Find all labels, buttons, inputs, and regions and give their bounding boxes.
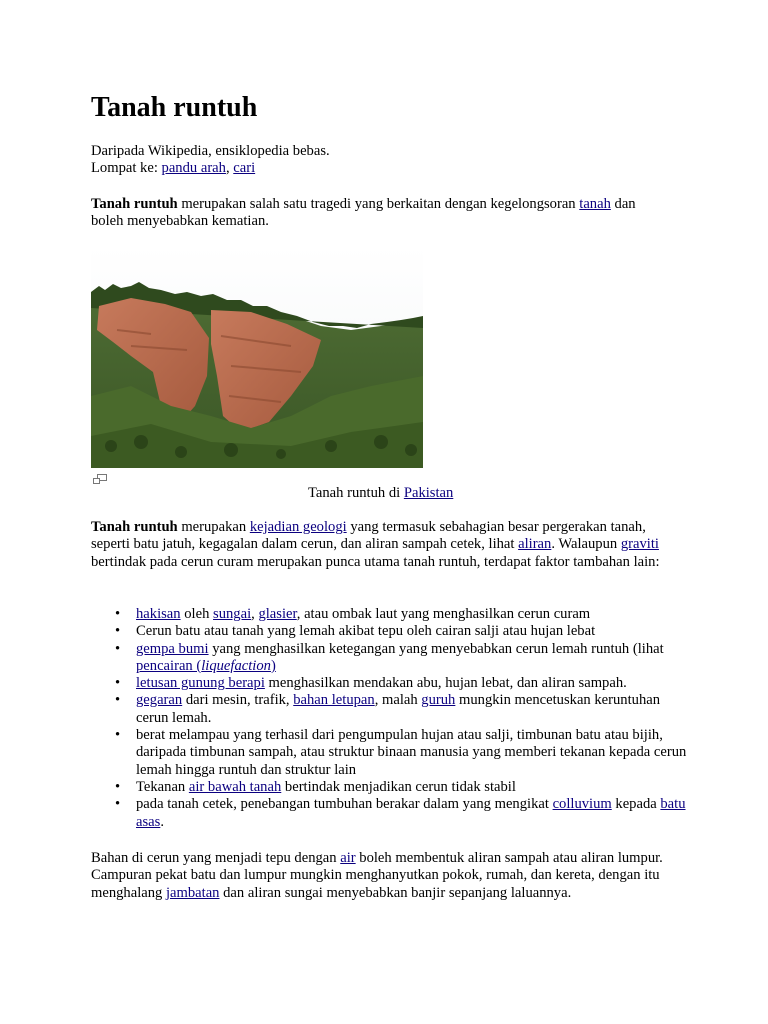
- figure-caption: Tanah runtuh di Pakistan: [308, 485, 454, 501]
- link-aliran[interactable]: aliran: [518, 536, 552, 553]
- link-glasier[interactable]: glasier: [258, 606, 297, 622]
- jump-label: Lompat ke:: [91, 160, 158, 177]
- list-item: • Tekanan air bawah tanah bertindak menjadikan cerun tidak stabil: [136, 779, 691, 796]
- list-item: • hakisan oleh sungai, glasier, atau ombak laut yang menghasilkan cerun curam: [136, 606, 691, 623]
- intro-paragraph: Tanah runtuh merupakan salah satu tragedi yang berkaitan dengan kegelongsoran tanah dan boleh menyebabkan kematian.: [91, 196, 636, 230]
- list-item: • berat melampau yang terhasil dari pengumpulan hujan atau salji, timbunan batu atau bijih, daripada timbunan sampah, atau struktur binaan manusia yang memberi tekanan kepada cerun lemah hingga runtuh dan struktur lain: [136, 727, 691, 779]
- link-tanah[interactable]: tanah: [579, 196, 611, 212]
- jump-navigation-link[interactable]: pandu arah: [161, 160, 226, 177]
- link-pencairan[interactable]: pencairan (liquefaction): [136, 657, 276, 674]
- subtitle-block: [91, 143, 691, 178]
- list-item: • Cerun batu atau tanah yang lemah akibat tepu oleh cairan salji atau hujan lebat: [136, 623, 691, 640]
- link-graviti[interactable]: graviti: [620, 536, 659, 553]
- page-title: Tanah runtuh: [91, 92, 258, 123]
- jump-search-link[interactable]: cari: [233, 160, 256, 177]
- debris-flow-paragraph: Bahan di cerun yang menjadi tepu dengan air boleh membentuk aliran sampah atau aliran lumpur. Campuran pekat batu dan lumpur mungkin menghanyutkan pokok, rumah, dan kereta, dengan itu menghalang jambatan dan aliran sungai menyebabkan banjir sepanjang laluannya.: [91, 850, 663, 901]
- jump-to: Lompat ke: pandu arah, cari: [91, 160, 256, 177]
- intro-bold-term: Tanah runtuh: [91, 196, 178, 212]
- definition-paragraph: Tanah runtuh merupakan kejadian geologi yang termasuk sebahagian besar pergerakan tanah, seperti batu jatuh, kegagalan dalam cerun, dan aliran sampah cetek, lihat aliran. Walaupun graviti bertindak pada cerun curam merupakan punca utama tanah runtuh, terdapat faktor tambahan lain:: [91, 519, 660, 570]
- list-item: • gempa bumi yang menghasilkan ketegangan yang menyebabkan cerun lemah runtuh (lihat pencairan (liquefaction): [136, 641, 691, 676]
- landslide-photo[interactable]: [91, 246, 423, 468]
- link-gempa-bumi[interactable]: gempa bumi: [136, 640, 209, 657]
- list-item: • pada tanah cetek, penebangan tumbuhan berakar dalam yang mengikat colluvium kepada batu asas.: [136, 796, 691, 831]
- definition-bold-term: Tanah runtuh: [91, 519, 178, 535]
- link-batu-asas[interactable]: batu asas: [136, 796, 686, 830]
- link-pakistan[interactable]: Pakistan: [403, 485, 454, 501]
- tagline: Daripada Wikipedia, ensiklopedia bebas.: [91, 143, 330, 159]
- link-sungai[interactable]: sungai: [213, 606, 252, 622]
- link-guruh[interactable]: guruh: [421, 692, 456, 709]
- causes-list: [91, 606, 691, 831]
- link-colluvium[interactable]: colluvium: [552, 796, 612, 813]
- link-hakisan[interactable]: hakisan: [136, 606, 181, 622]
- link-air[interactable]: air: [340, 850, 356, 866]
- link-jambatan[interactable]: jambatan: [165, 884, 220, 901]
- link-gegaran[interactable]: gegaran: [136, 692, 183, 709]
- link-bahan-letupan[interactable]: bahan letupan: [293, 692, 375, 709]
- link-air-bawah-tanah[interactable]: air bawah tanah: [188, 778, 282, 795]
- list-item: • letusan gunung berapi menghasilkan mendakan abu, hujan lebat, dan aliran sampah.: [136, 675, 691, 692]
- link-letusan-gunung-berapi[interactable]: letusan gunung berapi: [136, 675, 265, 692]
- list-item: • gegaran dari mesin, trafik, bahan letupan, malah guruh mungkin mencetuskan keruntuhan cerun lemah.: [136, 692, 691, 727]
- link-kejadian-geologi[interactable]: kejadian geologi: [249, 519, 347, 535]
- magnify-icon[interactable]: [93, 474, 107, 484]
